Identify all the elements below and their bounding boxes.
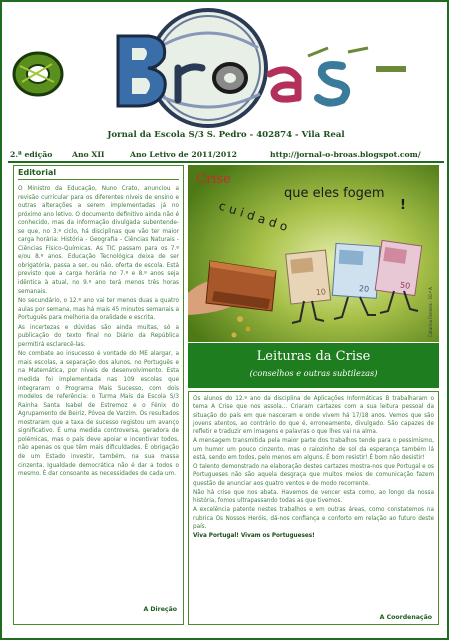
editorial-paragraph-1: O Ministro da Educação, Nuno Crato, anunciou a revisão curricular para os diferentes níveis de ensino e outras alterações a serem implementadas já no próximo ano letivo. O documento definitivo ainda não é conhecido, mas da informação divulgada subentende-se que, no 3.º ciclo, há disciplinas que vão ter maior carga horária: História - Geografia - Ciências Naturais - Ciências Físico-Químicas. As TIC passam para os 7.º e/ou 8.º anos. Educação Tecnológica deixa de ser obrigatória, passa a ser, ou não, oferta de escola. Está previsto que a carga horária no 7.º e 8.º anos seja idêntica à atual, no 9.º ano terá menos três horas semanais. (18, 186, 179, 295)
crisis-poster-image (188, 165, 439, 342)
edition-info (8, 150, 444, 161)
edition-year: Ano XII (72, 150, 105, 159)
editorial-paragraph-4: No combate ao insucesso é vontade do ME alargar, a mais escolas, a separação dos alunos, no Português e na Matemática, por níveis de desenvolvimento. Esta medida foi implementada nas 109 escolas que integraram o Programa Mais Sucesso, com dois modelos de referência: o Turma Mais da Escola S/3 Rainha Santa Isabel de Estremoz e o Fénix do Agrupamento de Beiriz, Póvoa de Varzim. Os resultados mostraram que a taxa de sucesso registou um avanço significativo. É uma medida controversa, geradora de polémicas, mas o país deve apoiar e incentivar todos, não apenas os que têm mais dificuldades. É obrigação de um Estado investir, também, na sua massa cinzenta. Igualdade democrática não é dar a todos o mesmo. É dar consoante as necessidades de cada um. (18, 351, 179, 478)
article-paragraph-3: O talento demonstrado na elaboração destes cartazes mostra-nos que Portugal e os Portugueses não são aquela desgraça que muitos meios de comunicação fazem questão de anunciar aos quatro ventos e de modo recorrente. (193, 464, 434, 487)
article-signature: A Coordenação (379, 614, 432, 621)
masthead-school-line: Jornal da Escola S/3 S. Pedro - 402874 - Vila Real (107, 130, 345, 140)
editorial-box (13, 165, 184, 625)
editorial-paragraph-2: No secundário, o 12.º ano vai ter menos duas a quatro aulas por semana, mas há mais 45 minutos semanais a Português para melhoria da oralidade e escrita. (18, 298, 179, 322)
poster-word-cuidado: cuidado (217, 198, 294, 236)
svg-text:50: 50 (399, 280, 411, 291)
masthead-divider (8, 161, 444, 163)
blog-url-link[interactable]: http://jornal-o-broas.blogspot.com/ (270, 150, 421, 159)
section-banner (188, 343, 439, 388)
editorial-paragraph-3: As incertezas e dúvidas são ainda muitas, só a publicação do texto final no Diário da República permitirá esclarecê-las. (18, 324, 179, 348)
poster-word-crise: Crise (196, 172, 231, 187)
newspaper-logo (8, 8, 444, 130)
svg-text:10: 10 (315, 287, 327, 298)
editorial-signature: A Direção (143, 606, 177, 613)
article-paragraph-4: Não há crise que nos abata. Havemos de vencer esta como, ao longo da nossa história, fomos ultrapassando todas as que tivemos. (193, 489, 434, 504)
edition-number: 2.ª edição (10, 150, 53, 159)
banner-subtitle: (conselhos e outras subtilezas) (249, 368, 378, 378)
article-paragraph-2: A mensagem transmitida pela maior parte dos trabalhos tende para o pessimismo, um humor um pouco cinzento, mas o raiozinho de sol da esperança também lá está, sendo em todos, pelo menos em alguns. É bom resistir! É bom não desistir! (193, 438, 434, 461)
svg-text:20: 20 (358, 284, 370, 294)
article-closing-line: Viva Portugal! Vivam os Portugueses! (193, 533, 315, 539)
article-paragraph-1: Os alunos do 12.º ano da disciplina de Aplicações Informáticas B trabalharam o tema A Crise que nos assola... Criaram cartazes com a sua leitura pessoal da situação do país em que nasceram e onde vivem há 17/18 anos. Vemos que são jovens atentos, ao contrário do que é, erroneamente, divulgado. São capazes de refletir e traduzir em imagens e palavras o que lhes vai na alma. (193, 396, 434, 435)
article-paragraph-5: A excelência patente nestes trabalhos e em outras áreas, como constatemos na rubrica Os Nossos Heróis, dá-nos confiança e conforto em relação ao futuro deste país. (193, 507, 434, 530)
poster-credit: Catarina Ferreira - 10.º A (428, 287, 433, 337)
article-box (188, 391, 439, 625)
poster-phrase: que eles fogem (284, 186, 385, 201)
editorial-title: Editorial (18, 168, 179, 180)
banner-title: Leituras da Crise (256, 349, 371, 364)
poster-exclamation: ! (400, 198, 406, 213)
school-year: Ano Letivo de 2011/2012 (130, 150, 237, 159)
